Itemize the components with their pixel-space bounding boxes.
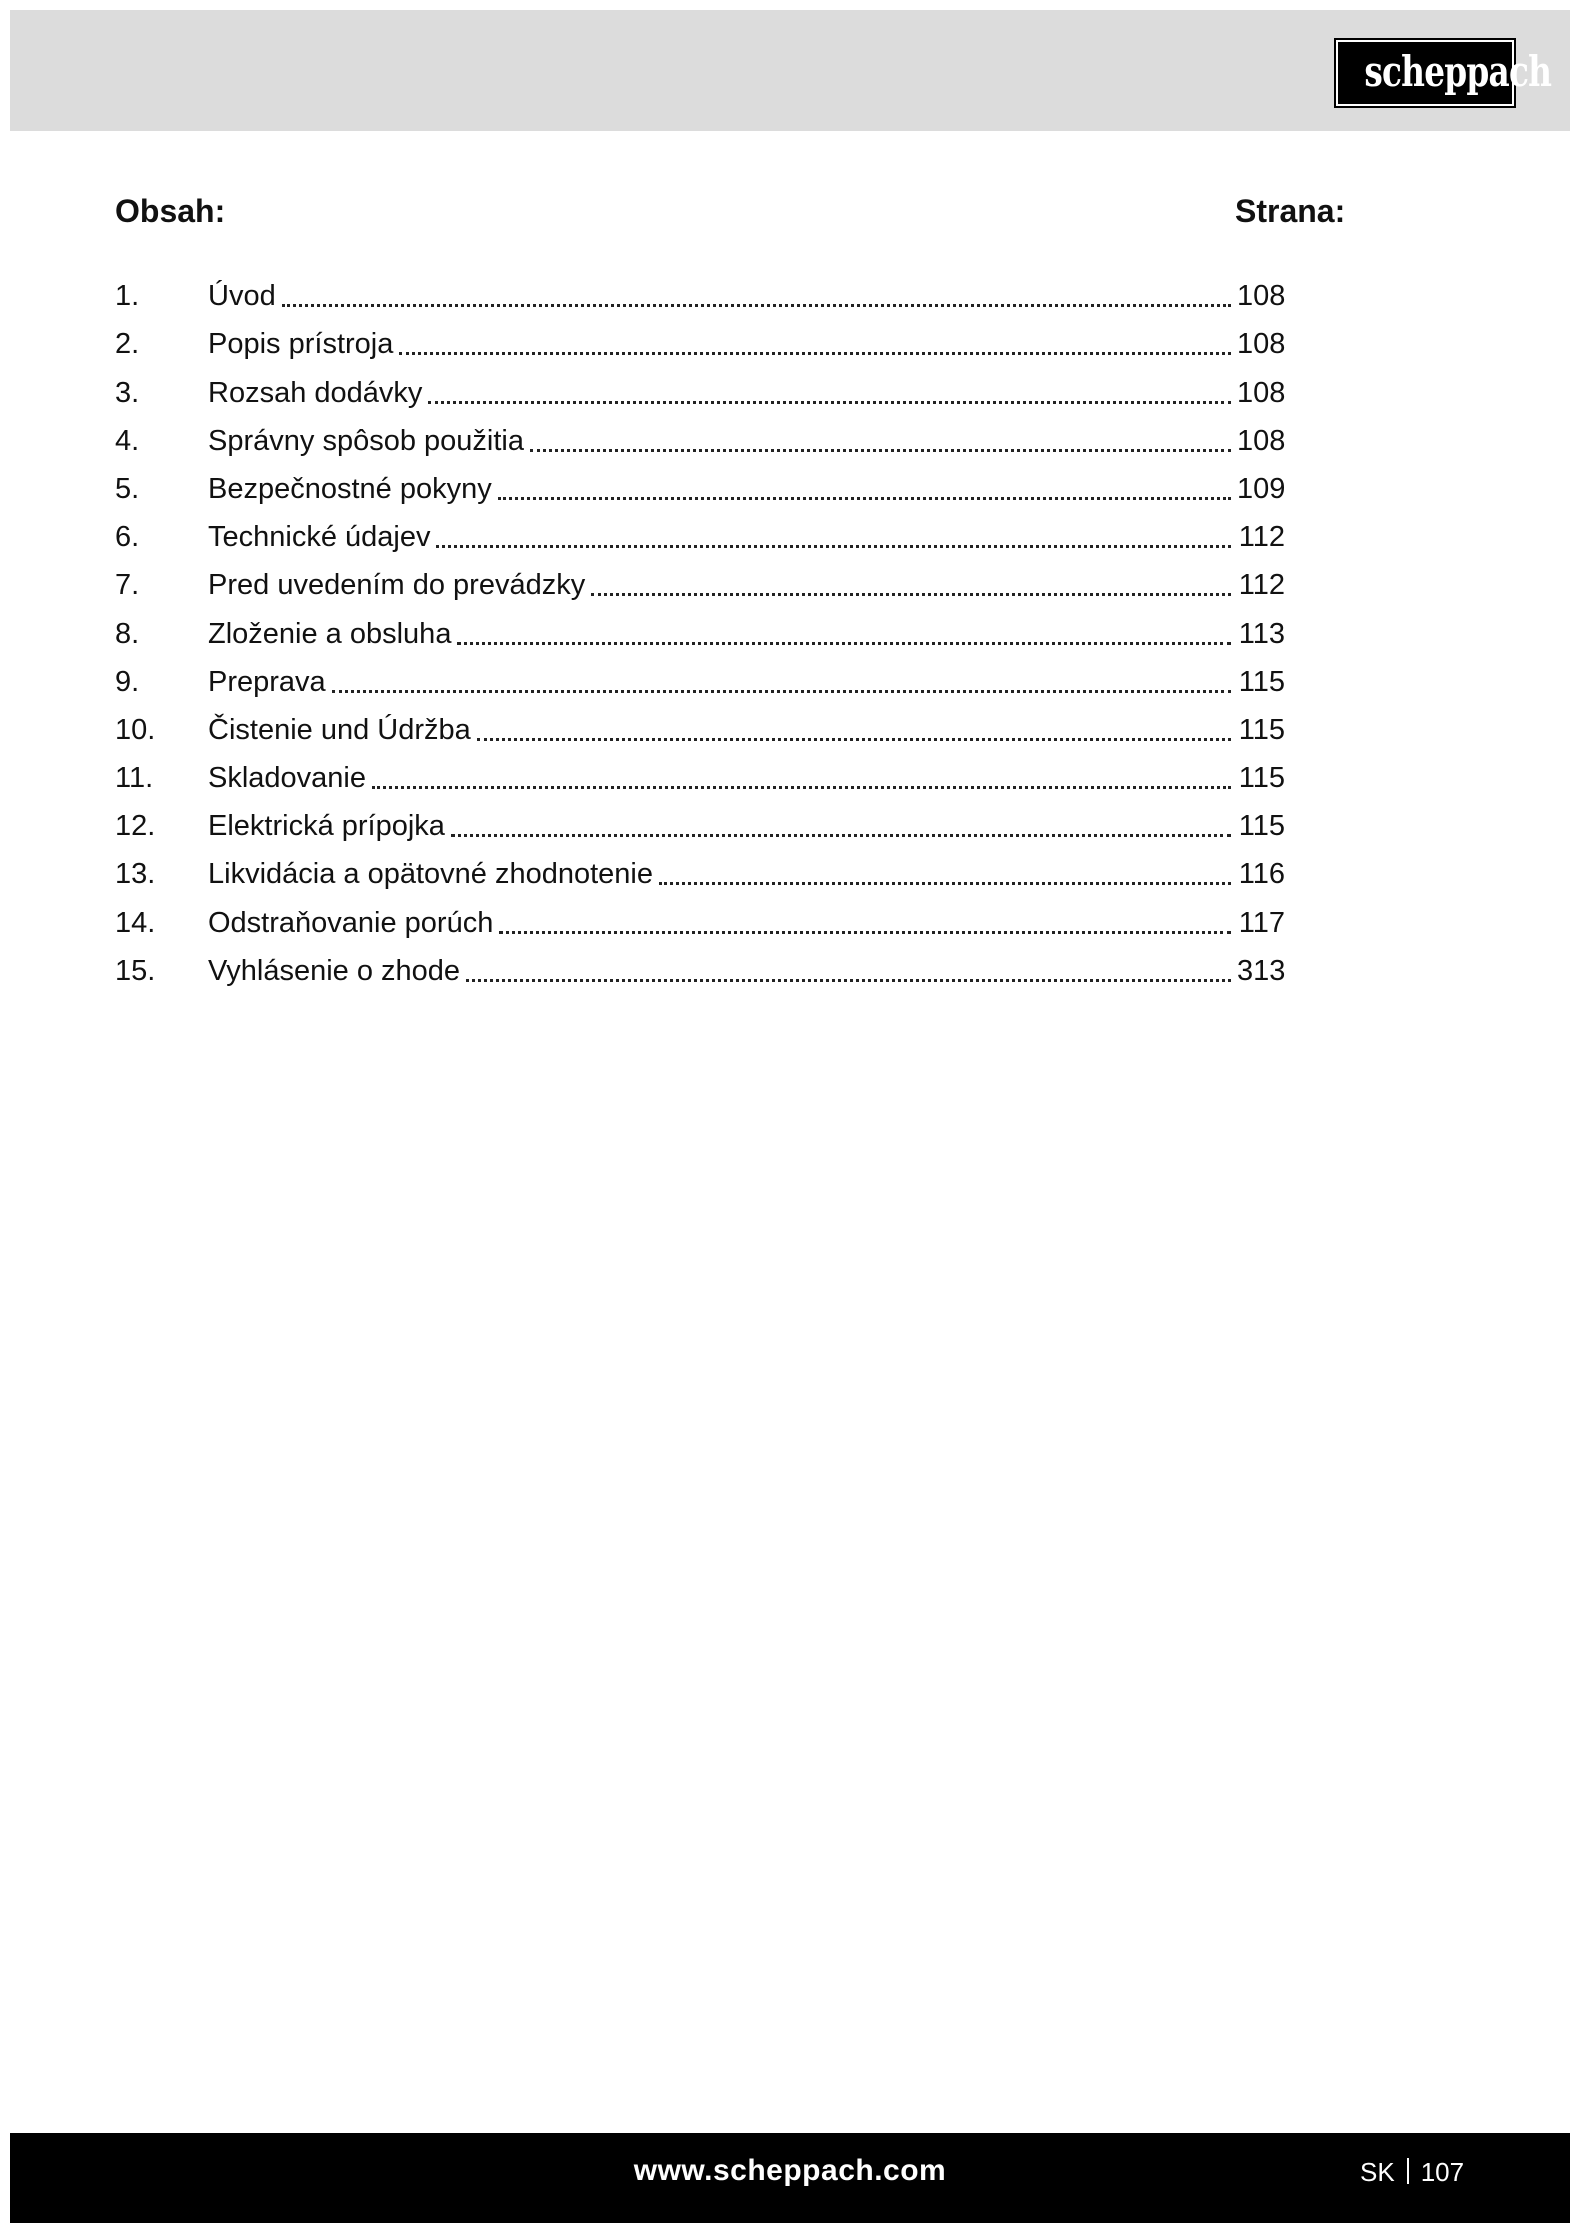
toc-entry-page: 112	[1238, 521, 1285, 554]
toc-entry[interactable]	[115, 750, 1285, 798]
toc-entry-number: 11.	[115, 762, 154, 795]
footer-page-number: 107	[1420, 2157, 1465, 2187]
scheppach-logo	[1336, 40, 1552, 106]
toc-entry-title: Preprava	[208, 665, 326, 698]
toc-entry-number: 5.	[115, 472, 140, 505]
toc-entry-leader	[591, 593, 1231, 596]
toc-entry[interactable]	[115, 943, 1285, 991]
toc-entry-page: 108	[1237, 328, 1286, 361]
toc-entry-title: Správny spôsob použitia	[208, 424, 524, 457]
toc-entry-number: 15.	[115, 954, 156, 987]
toc-entry[interactable]	[115, 557, 1285, 605]
toc-entry-leader	[428, 401, 1231, 404]
toc-entry-title: Rozsah dodávky	[208, 376, 423, 409]
toc-entry-leader	[332, 690, 1231, 693]
toc-list	[115, 268, 1285, 991]
toc-entry-leader	[399, 352, 1231, 355]
toc-entry-number: 9.	[115, 665, 140, 698]
toc-entry-number: 10.	[115, 713, 156, 746]
footer-language: SK	[1360, 2157, 1395, 2187]
toc-entry-title: Pred uvedením do prevádzky	[208, 569, 586, 602]
toc-entry-title: Čistenie und Údržba	[208, 713, 471, 746]
toc-entry[interactable]	[115, 702, 1285, 750]
toc-entry-leader	[466, 979, 1231, 982]
toc-entry[interactable]	[115, 798, 1285, 846]
toc-entry[interactable]	[115, 846, 1285, 894]
toc-entry-number: 12.	[115, 810, 156, 843]
toc-entry[interactable]	[115, 268, 1285, 316]
toc-entry-title: Technické údajev	[208, 521, 431, 554]
footer-website-link[interactable]: www.scheppach.com	[633, 2154, 947, 2187]
toc-entry-leader	[457, 642, 1231, 645]
toc-entry-leader	[436, 545, 1231, 548]
toc-entry[interactable]	[115, 894, 1285, 942]
toc-entry-number: 6.	[115, 521, 140, 554]
toc-entry-leader	[659, 882, 1231, 885]
toc-entry-number: 7.	[115, 569, 140, 602]
toc-entry[interactable]	[115, 509, 1285, 557]
toc-entry-title: Bezpečnostné pokyny	[208, 472, 492, 505]
toc-entry-page: 116	[1238, 858, 1285, 891]
toc-entry-number: 13.	[115, 858, 156, 891]
toc-entry-number: 4.	[115, 424, 140, 457]
toc-entry-title: Elektrická prípojka	[208, 810, 445, 843]
toc-entry[interactable]	[115, 413, 1285, 461]
toc-entry-page: 108	[1237, 424, 1286, 457]
toc-entry-page: 108	[1237, 376, 1286, 409]
toc-entry-page: 113	[1238, 617, 1285, 650]
toc-entry-title: Popis prístroja	[208, 328, 394, 361]
toc-entry-leader	[477, 738, 1231, 741]
toc-entry[interactable]	[115, 364, 1285, 412]
toc-entry-title: Likvidácia a opätovné zhodnotenie	[208, 858, 653, 891]
toc-entry-number: 14.	[115, 906, 156, 939]
toc-entry-page: 108	[1237, 280, 1286, 313]
toc-entry-number: 8.	[115, 617, 140, 650]
toc-entry-leader	[530, 449, 1231, 452]
toc-page-label: Strana:	[1235, 193, 1346, 229]
toc-entry-page: 115	[1238, 810, 1285, 843]
toc-entry-page: 313	[1237, 954, 1286, 987]
footer-page-indicator	[1360, 2157, 1464, 2188]
toc-entry-title: Odstraňovanie porúch	[208, 906, 494, 939]
toc-entry-leader	[498, 497, 1231, 500]
toc-entry-page: 115	[1238, 762, 1285, 795]
toc-entry-page: 115	[1238, 665, 1285, 698]
toc-entry-number: 3.	[115, 376, 140, 409]
toc-entry[interactable]	[115, 461, 1285, 509]
footer-separator	[1407, 2158, 1409, 2184]
toc-entry-leader	[282, 304, 1231, 307]
toc-entry-leader	[372, 786, 1231, 789]
toc-entry-leader	[451, 834, 1231, 837]
toc-entry-number: 2.	[115, 328, 140, 361]
toc-title: Obsah:	[115, 193, 226, 229]
toc-entry-page: 109	[1237, 472, 1286, 505]
toc-entry-title: Vyhlásenie o zhode	[208, 954, 461, 987]
toc-entry-leader	[499, 931, 1231, 934]
toc-entry-page: 117	[1238, 906, 1285, 939]
toc-entry-title: Skladovanie	[208, 762, 366, 795]
toc-entry-number: 1.	[115, 280, 140, 313]
toc-entry[interactable]	[115, 316, 1285, 364]
toc-entry-title: Zloženie a obsluha	[208, 617, 452, 650]
toc-entry-page: 112	[1238, 569, 1285, 602]
toc-entry[interactable]	[115, 654, 1285, 702]
toc-entry-title: Úvod	[208, 280, 276, 313]
toc-entry[interactable]	[115, 605, 1285, 653]
logo-text: scheppach	[1364, 47, 1552, 96]
toc-entry-page: 115	[1238, 713, 1285, 746]
